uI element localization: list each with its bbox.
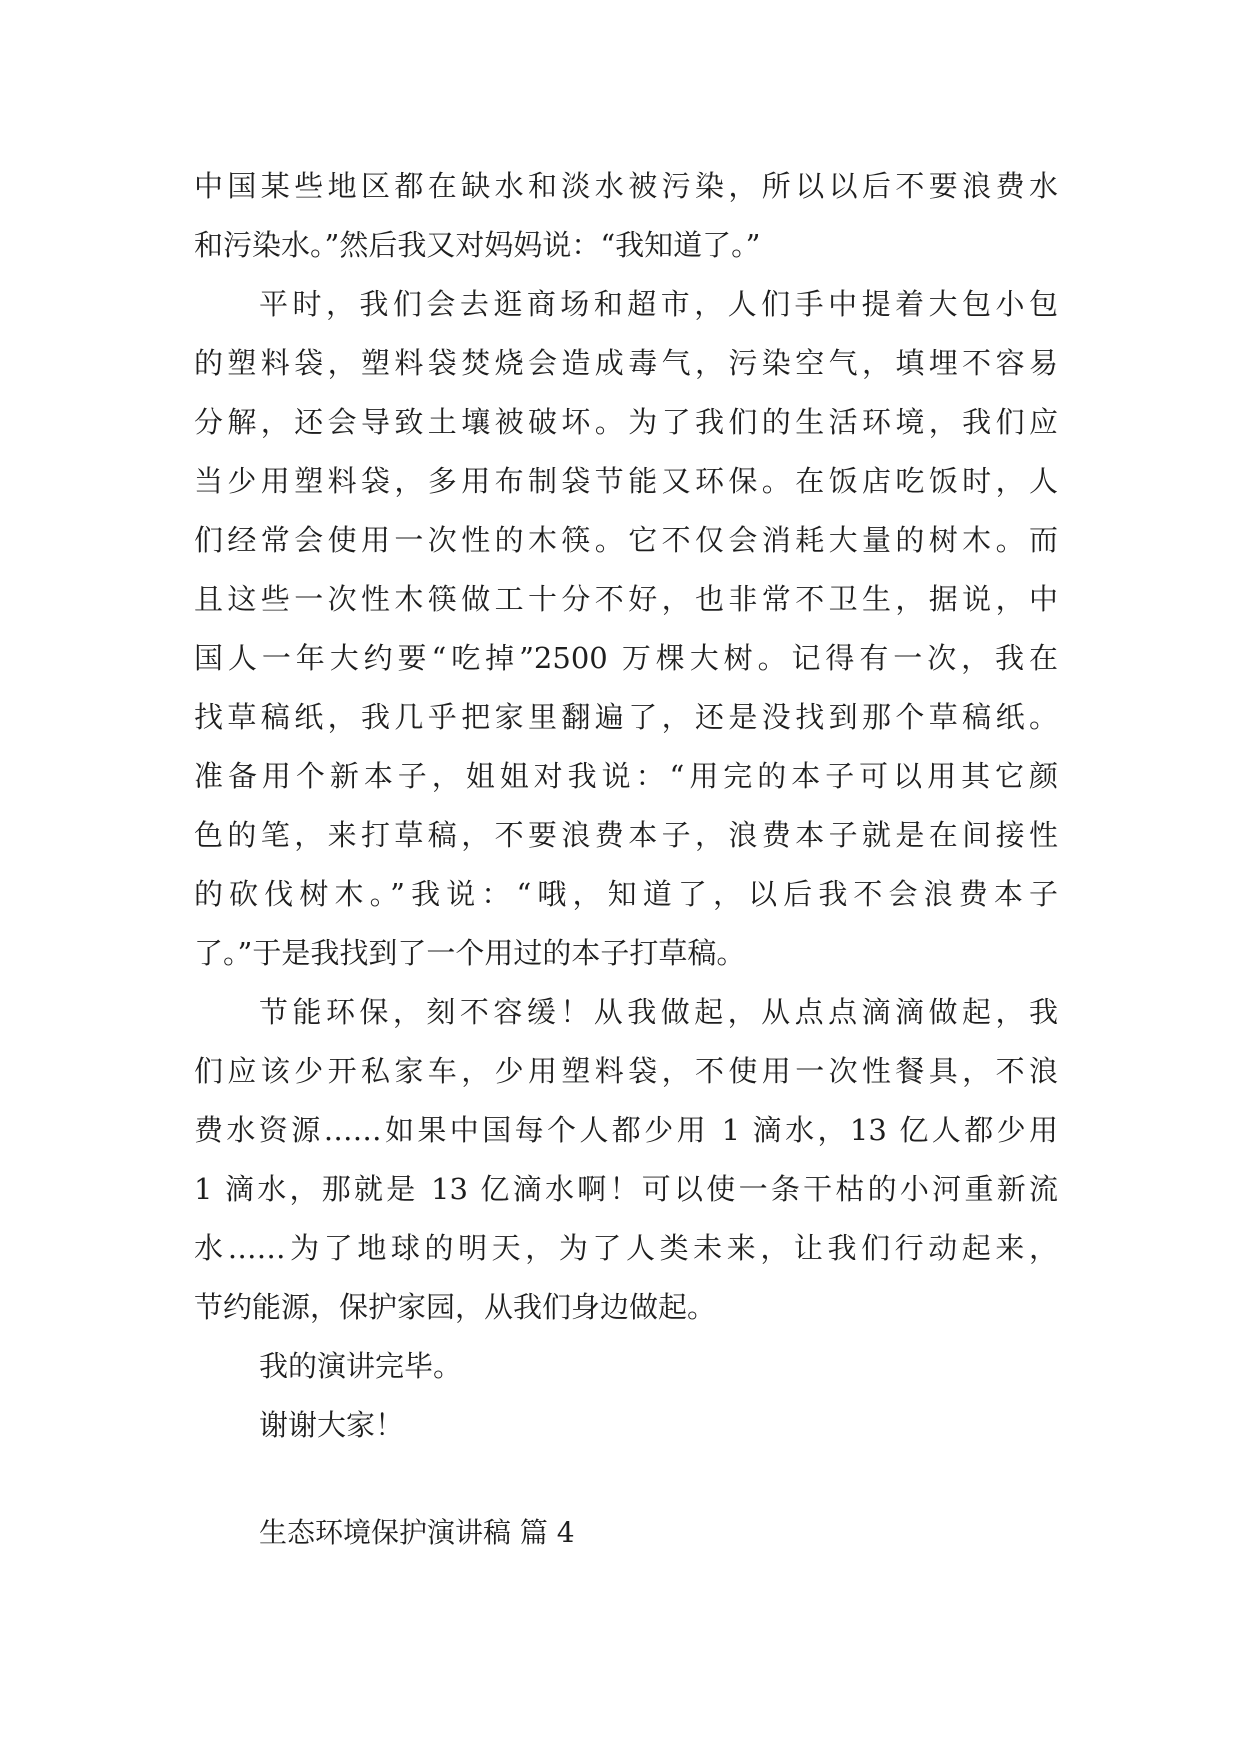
text-line: 水……为了地球的明天，为了人类未来，让我们行动起来， bbox=[194, 1231, 1058, 1265]
text-line: 我的演讲完毕。 bbox=[259, 1349, 463, 1383]
text-line: 谢谢大家！ bbox=[259, 1408, 405, 1442]
text-line: 们应该少开私家车，少用塑料袋，不使用一次性餐具，不浪 bbox=[194, 1054, 1058, 1088]
text-line: 1 滴水，那就是 13 亿滴水啊！可以使一条干枯的小河重新流 bbox=[194, 1172, 1058, 1206]
text-line: 国人一年大约要“吃掉”2500 万棵大树。记得有一次，我在 bbox=[194, 641, 1058, 675]
text-line: 的塑料袋，塑料袋焚烧会造成毒气，污染空气，填埋不容易 bbox=[194, 346, 1058, 380]
text-line: 分解，还会导致土壤被破坏。为了我们的生活环境，我们应 bbox=[194, 405, 1058, 439]
text-line: 们经常会使用一次性的木筷。它不仅会消耗大量的树木。而 bbox=[194, 523, 1058, 557]
text-line: 的砍伐树木。”我说：“哦，知道了，以后我不会浪费本子 bbox=[194, 877, 1058, 911]
text-line: 了。”于是我找到了一个用过的本子打草稿。 bbox=[194, 936, 746, 970]
text-line: 节能环保，刻不容缓！从我做起，从点点滴滴做起，我 bbox=[259, 995, 1058, 1029]
text-line: 当少用塑料袋，多用布制袋节能又环保。在饭店吃饭时，人 bbox=[194, 464, 1058, 498]
text-line: 中国某些地区都在缺水和淡水被污染，所以以后不要浪费水 bbox=[194, 169, 1058, 203]
text-line: 和污染水。”然后我又对妈妈说：“我知道了。” bbox=[194, 228, 761, 262]
text-line: 准备用个新本子，姐姐对我说：“用完的本子可以用其它颜 bbox=[194, 759, 1058, 793]
text-line: 费水资源……如果中国每个人都少用 1 滴水，13 亿人都少用 bbox=[194, 1113, 1058, 1147]
paragraph bbox=[194, 157, 1058, 275]
closing-line bbox=[194, 1337, 1058, 1396]
document-body bbox=[194, 157, 1058, 1562]
text-line: 找草稿纸，我几乎把家里翻遍了，还是没找到那个草稿纸。 bbox=[194, 700, 1058, 734]
section-heading: 生态环境保护演讲稿 篇 4 bbox=[259, 1516, 575, 1549]
paragraph bbox=[194, 275, 1058, 983]
paragraph bbox=[194, 983, 1058, 1337]
text-line: 节约能源，保护家园，从我们身边做起。 bbox=[194, 1290, 717, 1324]
text-line: 平时，我们会去逛商场和超市，人们手中提着大包小包 bbox=[259, 287, 1058, 321]
thanks-line bbox=[194, 1396, 1058, 1455]
text-line: 色的笔，来打草稿，不要浪费本子，浪费本子就是在间接性 bbox=[194, 818, 1058, 852]
text-line: 且这些一次性木筷做工十分不好，也非常不卫生，据说，中 bbox=[194, 582, 1058, 616]
